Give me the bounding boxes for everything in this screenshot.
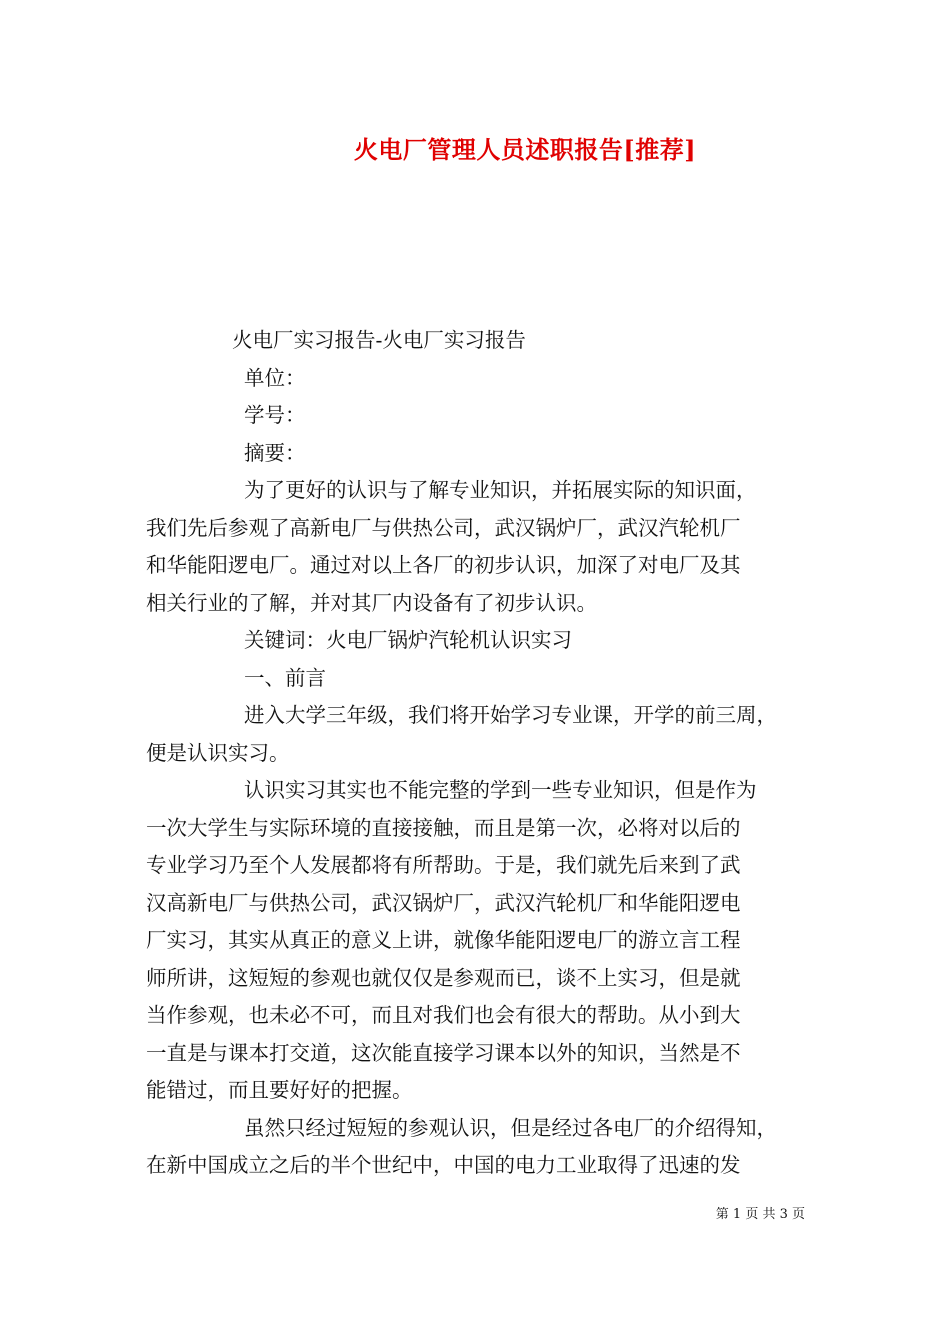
section-heading: 一、前言 [244, 665, 326, 690]
paragraph-line: 便是认识实习。 [146, 740, 290, 765]
page-title: 火电厂管理人员述职报告[推荐] [353, 135, 697, 164]
paragraph-line: 在新中国成立之后的半个世纪中，中国的电力工业取得了迅速的发 [146, 1153, 741, 1177]
document-subtitle: 火电厂实习报告-火电厂实习报告 [232, 328, 526, 352]
intro-paragraph-2 [146, 772, 811, 1110]
intro-paragraph-3 [146, 1110, 811, 1185]
paragraph-line: 虽然只经过短短的参观认识，但是经过各电厂的介绍得知， [244, 1115, 777, 1140]
paragraph-line: 当作参观，也未必不可，而且对我们也会有很大的帮助。从小到大 [146, 1003, 741, 1027]
paragraph-line: 为了更好的认识与了解专业知识，并拓展实际的知识面， [244, 478, 757, 502]
page-number: 第 1 页 共 3 页 [715, 1207, 805, 1222]
intro-paragraph-1 [146, 697, 811, 772]
paragraph-line: 汉高新电厂与供热公司，武汉锅炉厂，武汉汽轮机厂和华能阳逻电 [146, 890, 741, 915]
field-abstract: 摘要： [244, 440, 306, 465]
paragraph-line: 我们先后参观了高新电厂与供热公司，武汉锅炉厂，武汉汽轮机厂 [146, 515, 741, 540]
paragraph-line: 一次大学生与实际环境的直接接触，而且是第一次，必将对以后的 [146, 815, 741, 840]
abstract-paragraph [146, 472, 811, 622]
paragraph-line: 相关行业的了解，并对其厂内设备有了初步认识。 [146, 590, 597, 615]
field-unit: 单位： [244, 365, 306, 390]
paragraph-line: 认识实习其实也不能完整的学到一些专业知识，但是作为 [244, 778, 757, 802]
field-student-id: 学号： [244, 403, 306, 427]
paragraph-line: 一直是与课本打交道，这次能直接学习课本以外的知识，当然是不 [146, 1040, 741, 1065]
paragraph-line: 专业学习乃至个人发展都将有所帮助。于是，我们就先后来到了武 [146, 853, 741, 877]
paragraph-line: 进入大学三年级，我们将开始学习专业课，开学的前三周， [244, 703, 777, 727]
paragraph-line: 师所讲，这短短的参观也就仅仅是参观而已，谈不上实习，但是就 [146, 965, 741, 990]
paragraph-line: 能错过，而且要好好的把握。 [146, 1078, 413, 1102]
document-body [146, 322, 811, 1185]
keywords-line: 关键词：火电厂锅炉汽轮机认识实习 [244, 628, 572, 652]
paragraph-line: 和华能阳逻电厂。通过对以上各厂的初步认识，加深了对电厂及其 [146, 553, 741, 577]
paragraph-line: 厂实习，其实从真正的意义上讲，就像华能阳逻电厂的游立言工程 [146, 928, 741, 952]
